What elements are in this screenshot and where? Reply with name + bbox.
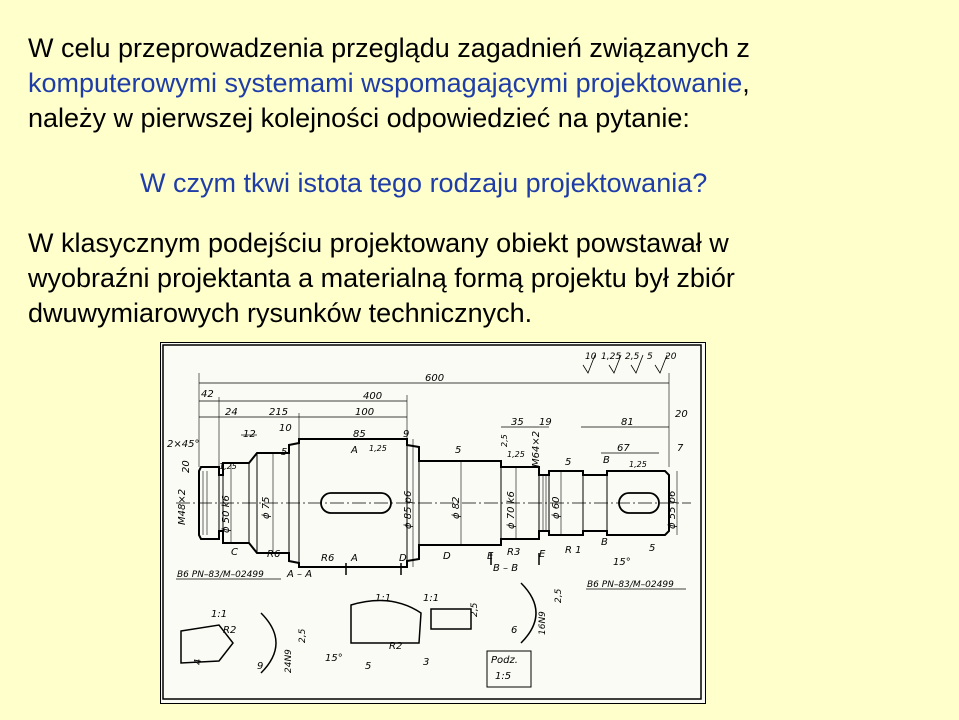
roughness-5-1: 5: [281, 447, 288, 458]
roughness-125-1: 1,25: [219, 462, 237, 471]
phi-55: ϕ 55 p6: [667, 490, 678, 529]
detail-2-5-c: 2,5: [554, 588, 564, 603]
detail-r2-b: R2: [389, 641, 403, 652]
detail-3-a: 3: [423, 657, 430, 668]
dim-2x45: 2×45°: [167, 439, 200, 450]
detail-16n9: 16N9: [538, 611, 548, 635]
dim-100: 100: [355, 407, 375, 418]
dim-12: 12: [243, 429, 256, 440]
label-5-right: 5: [649, 543, 656, 554]
phi-50: ϕ 50 k6: [221, 495, 232, 533]
label-section-bb: B – B: [493, 563, 519, 574]
standard-note-1: B6 PN–83/M–02499: [177, 570, 264, 580]
classic-line-2: wyobraźni projektanta a materialną formą projektu był zbiór: [28, 263, 735, 293]
phi-85: ϕ 85 p6: [403, 490, 414, 529]
label-b-top: B: [603, 455, 610, 466]
phi-60: ϕ 60: [551, 496, 562, 519]
detail-scale-1: 1:1: [211, 609, 228, 620]
detail-6: 6: [511, 625, 518, 636]
dim-600: 600: [425, 373, 445, 384]
dim-85: 85: [353, 429, 366, 440]
shaft-drawing-svg: [161, 343, 705, 703]
dim-7: 7: [677, 443, 684, 454]
label-a-bottom: A: [351, 553, 358, 564]
scale-value: 1:5: [495, 671, 512, 682]
label-d-2: D: [443, 551, 451, 562]
intro-paragraph: [28, 31, 938, 136]
roughness-legend-5: 5: [647, 352, 653, 362]
dim-81: 81: [621, 417, 634, 428]
dim-42: 42: [201, 389, 214, 400]
dim-m48: M48×2: [177, 488, 188, 525]
scale-label: Podz.: [491, 655, 518, 666]
label-section-aa: A – A: [287, 569, 313, 580]
label-e-2: E: [539, 549, 546, 560]
classic-line-1: W klasycznym podejściu projektowany obiekt powstawał w: [28, 228, 729, 258]
dim-m64: M64×2: [531, 430, 542, 467]
question-text: W czym tkwi istota tego rodzaju projektowania?: [140, 168, 708, 198]
roughness-125-3: 1,25: [507, 450, 525, 459]
dim-35: 35: [511, 417, 524, 428]
phi-75: ϕ 75: [261, 496, 272, 519]
standard-note-2: B6 PN–83/M–02499: [587, 580, 674, 590]
label-d-1: D: [399, 553, 407, 564]
roughness-legend-25: 2,5: [625, 352, 640, 362]
roughness-legend-10: 10: [585, 352, 597, 362]
dim-67: 67: [617, 443, 630, 454]
intro-line-2: komputerowymi systemami wspomagającymi projektowanie: [28, 68, 743, 98]
technical-drawing: [160, 342, 706, 704]
phi-70: ϕ 70 k6: [506, 491, 517, 529]
roughness-legend-20: 20: [665, 352, 677, 362]
label-b-bottom: B: [601, 537, 608, 548]
label-c: C: [231, 547, 238, 558]
roughness-125-4: 1,25: [629, 460, 647, 469]
dim-20a: 20: [675, 409, 688, 420]
label-r6-a: R6: [267, 549, 281, 560]
label-15deg: 15°: [613, 557, 631, 568]
dim-10: 10: [279, 423, 292, 434]
dim-19: 19: [539, 417, 552, 428]
detail-2-5-b: 2,5: [470, 602, 480, 617]
detail-15deg: 15°: [325, 653, 343, 664]
dim-215: 215: [269, 407, 289, 418]
label-e-1: E: [487, 551, 494, 562]
detail-scale-2: 1:1: [375, 593, 392, 604]
detail-9: 9: [257, 661, 264, 672]
label-r6-b: R6: [321, 553, 335, 564]
dim-400: 400: [363, 391, 383, 402]
roughness-2-5: 2,5: [500, 434, 509, 447]
intro-line-3: należy w pierwszej kolejności odpowiedzieć na pytanie:: [28, 103, 690, 133]
dim-9: 9: [403, 429, 410, 440]
label-r1: R 1: [565, 545, 582, 556]
classic-paragraph: [28, 226, 943, 331]
intro-line-2-comma: ,: [742, 68, 750, 98]
roughness-5-2: 5: [455, 445, 462, 456]
detail-r2-a: R2: [223, 625, 237, 636]
roughness-5-3: 5: [565, 457, 572, 468]
label-a-top: A: [351, 445, 358, 456]
detail-2-5: 2,5: [298, 628, 308, 643]
roughness-legend-125: 1,25: [601, 352, 622, 362]
classic-line-3: dwuwymiarowych rysunków technicznych.: [28, 298, 533, 328]
roughness-125-2: 1,25: [369, 444, 387, 453]
detail-5: 5: [365, 661, 372, 672]
detail-24n9: 24N9: [284, 649, 294, 673]
detail-4: 4: [193, 658, 204, 665]
detail-scale-3: 1:1: [423, 593, 440, 604]
phi-82: ϕ 82: [451, 496, 462, 519]
dim-24: 24: [225, 407, 238, 418]
dim-20b: 20: [181, 460, 192, 473]
intro-line-1: W celu przeprowadzenia przeglądu zagadnień związanych z: [28, 33, 750, 63]
label-r3: R3: [507, 547, 521, 558]
